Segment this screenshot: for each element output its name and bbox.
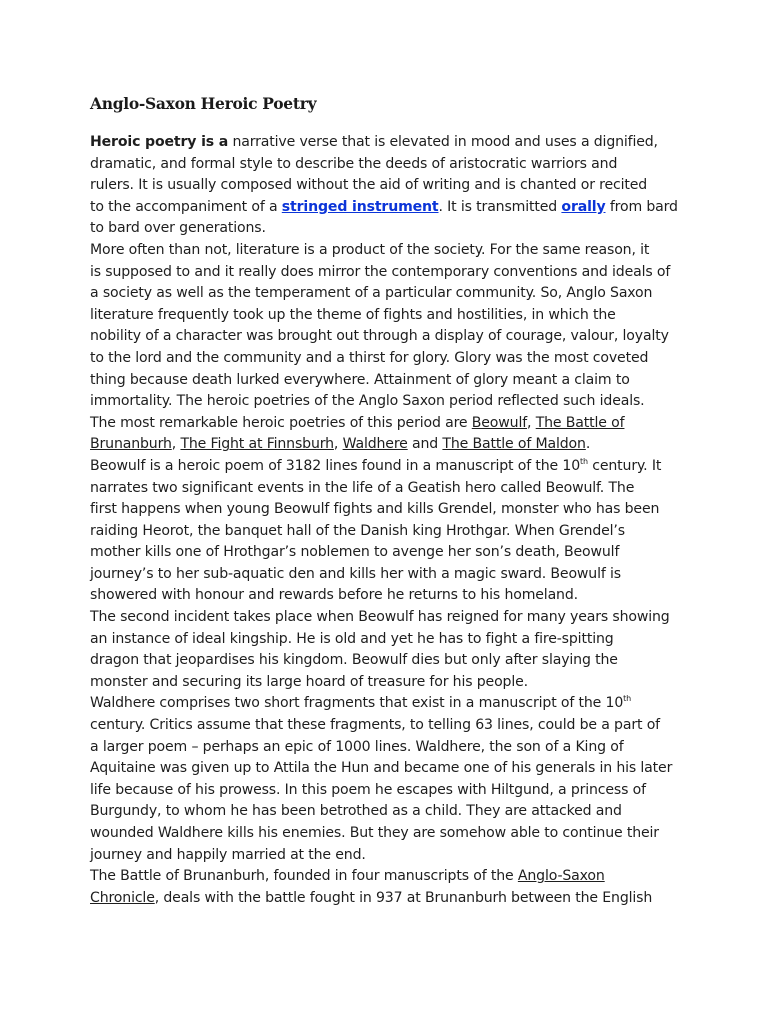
text-span: Beowulf is a heroic poem of 3182 lines found in a manuscript of the 10 <box>90 457 581 474</box>
document-body <box>90 132 690 909</box>
text-line <box>90 888 690 910</box>
text-line <box>90 693 690 715</box>
text-span: The most remarkable heroic poetries of this period are <box>90 414 472 431</box>
text-span: . <box>585 436 591 453</box>
waldhere-reference: Waldhere <box>342 436 408 453</box>
text-line: More often than not, literature is a product of the society. For the same reason, it <box>90 241 650 258</box>
text-line: Aquitaine was given up to Attila the Hun and became one of his generals in his later <box>90 760 673 777</box>
finnsburh-reference: The Fight at Finnsburh <box>180 436 334 453</box>
text-line: to the lord and the community and a thirst for glory. Glory was the most coveted <box>90 349 649 366</box>
text-span: . It is transmitted <box>438 198 562 215</box>
orally-link[interactable]: orally <box>561 198 606 215</box>
text-line: dragon that jeopardises his kingdom. Beowulf dies but only after slaying the <box>90 652 618 669</box>
text-span: , <box>171 436 181 453</box>
brunanburh-reference: The Battle of <box>535 414 625 431</box>
text-line: mother kills one of Hrothgar’s noblemen to avenge her son’s death, Beowulf <box>90 544 620 561</box>
text-line: to bard over generations. <box>90 220 266 237</box>
text-line: journey and happily married at the end. <box>90 846 366 863</box>
text-line: is supposed to and it really does mirror the contemporary conventions and ideals of <box>90 263 671 280</box>
maldon-reference: The Battle of Maldon <box>442 436 586 453</box>
text-span: narrative verse that is elevated in mood and uses a dignified, <box>228 134 658 150</box>
text-span: from bard <box>605 198 678 215</box>
text-line: century. Critics assume that these fragments, to telling 63 lines, could be a part of <box>90 717 660 734</box>
text-line: nobility of a character was brought out through a display of courage, valour, loyalty <box>90 328 669 345</box>
text-span: century. It <box>587 457 662 474</box>
chronicle-reference: Anglo-Saxon <box>517 868 605 885</box>
text-line: journey’s to her sub-aquatic den and kills her with a magic sward. Beowulf is <box>90 565 621 582</box>
beowulf-reference: Beowulf <box>471 414 528 431</box>
chronicle-reference-cont: Chronicle <box>90 889 155 906</box>
text-line <box>90 413 690 435</box>
text-line: a society as well as the temperament of a particular community. So, Anglo Saxon <box>90 285 653 302</box>
brunanburh-reference-cont: Brunanburh <box>90 436 172 453</box>
superscript: th <box>623 694 632 704</box>
text-line: thing because death lurked everywhere. Attainment of glory meant a claim to <box>90 371 630 388</box>
text-span: , <box>333 436 343 453</box>
text-span: and <box>407 436 443 453</box>
text-line: narrates two significant events in the life of a Geatish hero called Beowulf. The <box>90 479 635 496</box>
text-line: literature frequently took up the theme of fights and hostilities, in which the <box>90 306 616 323</box>
text-line: a larger poem – perhaps an epic of 1000 lines. Waldhere, the son of a King of <box>90 738 624 755</box>
lead-phrase: Heroic poetry is a <box>90 134 229 150</box>
text-line: Burgundy, to whom he has been betrothed as a child. They are attacked and <box>90 803 622 820</box>
text-span: , deals with the battle fought in 937 at Brunanburh between the English <box>154 889 653 906</box>
text-line: monster and securing its large hoard of treasure for his people. <box>90 673 528 690</box>
text-line: showered with honour and rewards before he returns to his homeland. <box>90 587 578 604</box>
text-line: immortality. The heroic poetries of the Anglo Saxon period reflected such ideals. <box>90 393 645 410</box>
text-line: wounded Waldhere kills his enemies. But they are somehow able to continue their <box>90 825 659 841</box>
text-span: The Battle of Brunanburh, founded in four manuscripts of the <box>90 868 518 885</box>
text-line <box>90 132 690 154</box>
stringed-instrument-link[interactable]: stringed instrument <box>281 198 439 215</box>
text-line: rulers. It is usually composed without the aid of writing and is chanted or recited <box>90 177 648 194</box>
text-line: dramatic, and formal style to describe the deeds of aristocratic warriors and <box>90 155 618 172</box>
text-line <box>90 456 690 478</box>
text-line <box>90 434 690 456</box>
text-line <box>90 197 690 219</box>
text-line: life because of his prowess. In this poem he escapes with Hiltgund, a princess of <box>90 781 646 798</box>
text-span: , <box>527 414 536 431</box>
text-line: The second incident takes place when Beowulf has reigned for many years showing <box>90 609 670 626</box>
text-line: an instance of ideal kingship. He is old and yet he has to fight a fire-spitting <box>90 630 614 647</box>
text-span: to the accompaniment of a <box>90 198 282 215</box>
text-span: Waldhere comprises two short fragments that exist in a manuscript of the 10 <box>90 695 624 712</box>
text-line: first happens when young Beowulf fights and kills Grendel, monster who has been <box>90 501 660 518</box>
page-title: Anglo-Saxon Heroic Poetry <box>90 94 317 113</box>
text-line: raiding Heorot, the banquet hall of the Danish king Hrothgar. When Grendel’s <box>90 522 625 539</box>
superscript: th <box>580 456 588 466</box>
text-line <box>90 866 690 888</box>
